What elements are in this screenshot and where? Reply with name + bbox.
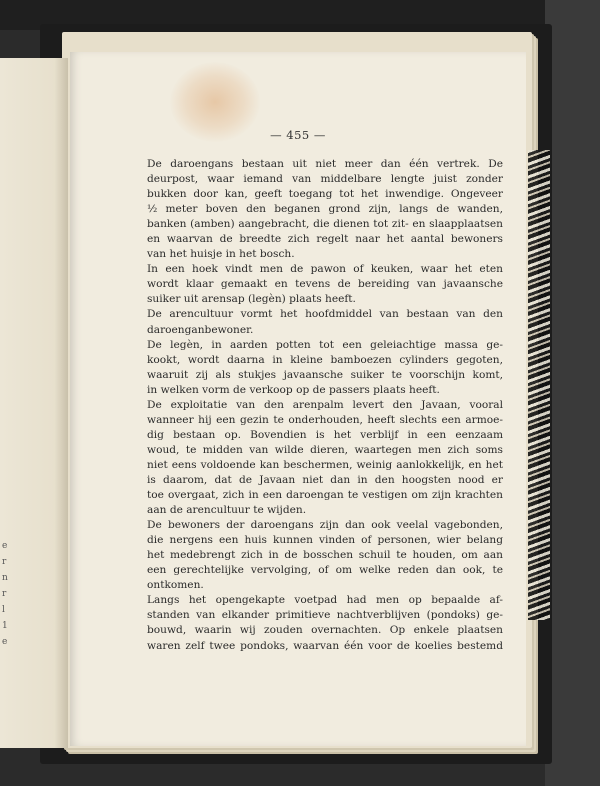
text-line: het medebrengt zich in de bosschen schuil te houden, om aan [147,549,503,562]
text-line: is daarom, dat de Javaan niet dan in den hoogsten nood er [147,473,503,486]
text-line: In een hoek vindt men de pawon of keuken, waar het eten [147,263,503,276]
text-line: Langs het opengekapte voetpad had men op bepaalde af- [147,594,503,607]
margin-mark: e [2,637,8,647]
text-line: een gerechtelijke vervolging, of om welke reden dan ook, te [147,564,503,577]
text-line: deurpost, waar iemand van middelbare lengte juist zonder [147,173,503,186]
margin-mark: e [2,541,8,551]
marbled-edge [528,150,550,620]
text-line: aan de arencultuur te wijden. [147,504,307,517]
text-line: De daroengans bestaan uit niet meer dan één vertrek. De [147,158,503,170]
text-line: woud, te midden van wilde dieren, waartegen men zich soms [147,443,503,456]
text-line: toe overgaat, zich in een daroengan te vestigen om zijn krachten [147,489,503,502]
text-line: daroenganbewoner. [147,323,254,336]
margin-mark: r [2,557,7,567]
text-line: banken (amben) aangebracht, die dienen tot zit- en slaapplaatsen [147,218,503,231]
text-line: wanneer hij een gezin te onderhouden, heeft slechts een armoe- [147,413,503,426]
right-page [70,52,526,746]
margin-mark: 1 [2,621,8,631]
margin-mark: r [2,589,7,599]
text-line: standen van elkander primitieve nachtverblijven (pondoks) ge- [147,609,503,622]
margin-mark: l [2,605,5,615]
left-page [0,58,68,748]
background-surface-right [545,0,600,786]
text-line: dig bestaan op. Bovendien is het verblijf in een eenzaam [147,428,503,441]
margin-mark: n [2,573,8,583]
text-line: kookt, wordt daarna in kleine bamboezen cylinders gegoten, [147,353,503,366]
text-line: en waarvan de breedte zich regelt naar het aantal bewoners [147,233,503,246]
left-margin-marks [2,538,12,650]
text-line: van het huisje in het bosch. [147,248,295,261]
text-line: bukken door kan, geeft toegang tot het inwendige. Ongeveer [147,188,503,201]
text-line: ontkomen. [147,579,204,592]
text-line: De arencultuur vormt het hoofdmiddel van bestaan van den [147,308,503,321]
text-line: waren zelf twee pondoks, waarvan één voor de koelies bestemd [147,639,503,652]
text-line: De legèn, in aarden potten tot een geleiachtige massa ge- [147,338,503,351]
text-line: De bewoners der daroengans zijn dan ook veelal vagebonden, [147,519,503,532]
text-line: die nergens een huis kunnen vinden of personen, wier belang [147,534,503,547]
text-line: niet eens voldoende kan beschermen, weinig aanlokkelijk, en het [147,458,503,471]
text-line: bouwd, waarin wij zouden overnachten. Op enkele plaatsen [147,624,503,637]
page-number: — 455 — [270,128,326,142]
text-line: De exploitatie van den arenpalm levert den Javaan, vooral [147,398,503,411]
text-line: wordt klaar gemaakt en tevens de bereiding van javaansche [147,278,503,291]
text-line: suiker uit arensap (legèn) plaats heeft. [147,293,356,306]
text-line: ½ meter boven den beganen grond zijn, langs de wanden, [147,203,503,216]
body-text [147,157,503,654]
text-line: waaruit zij als stukjes javaansche suiker te voorschijn komt, [147,368,503,381]
text-line: in welken vorm de verkoop op de passers plaats heeft. [147,383,440,396]
